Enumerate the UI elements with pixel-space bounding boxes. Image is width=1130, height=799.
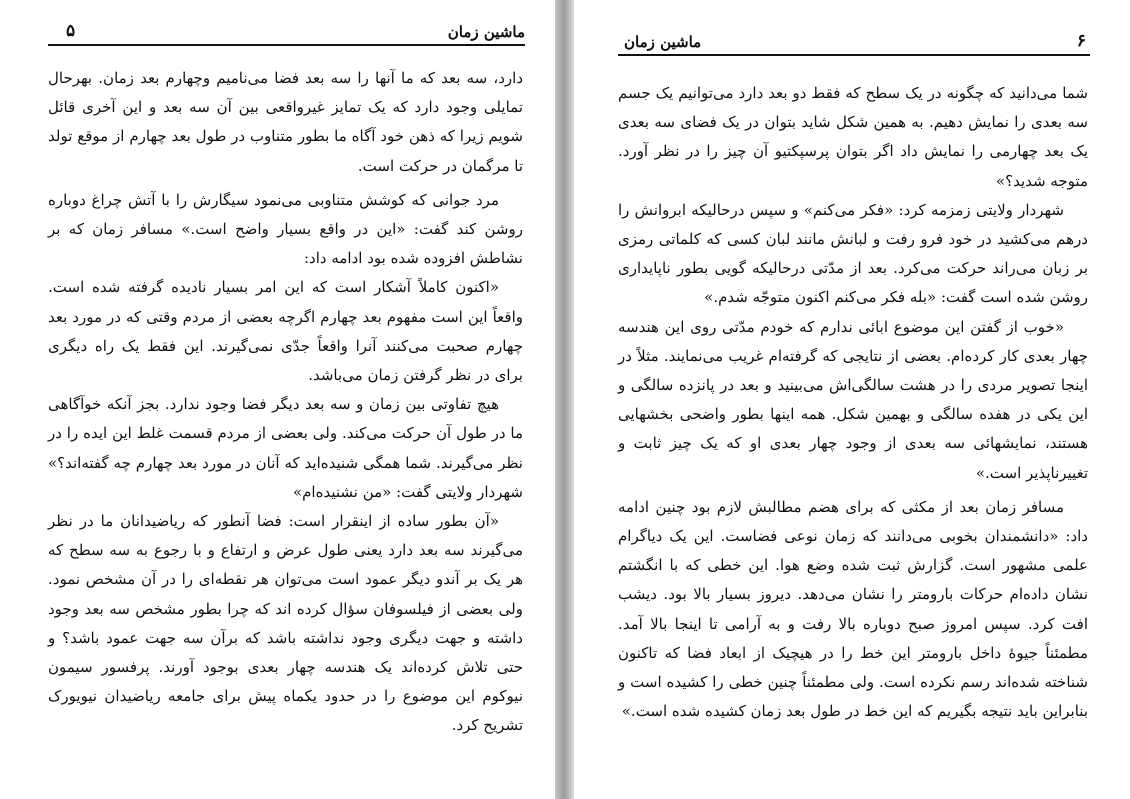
- left-paragraph-4: هیچ تفاوتی بین زمان و سه بعد دیگر فضا وجود ندارد. بجز آنکه خوآگاهی ما در طول آن حرکت می‌کند. ولی بعضی از مردم قسمت غلط این ایده را در نظر می‌گیرند. شما همگی شنیده‌اید که آنان در مورد بعد چهارم چه گفته‌اند؟» شهردار ولایتی گفت: «من نشنیده‌ام»: [48, 395, 523, 501]
- right-paragraph-3: «خوب از گفتن این موضوع ابائی ندارم که خودم مدّتی روی این هندسه چهار بعدی کار کرده‌ام. بعضی از نتایجی که گرفته‌ام غریب می‌نمایند. مثلاً در اینجا تصویر مردی را در هشت سالگی‌اش می‌بینید و بعد در پانزده سالگی و این یکی در هفده سالگی و بهمین شکل. همه اینها بطور واضحی بخشهایی هستند، نمایشهائی سه بعدی از وجود چهار بعدی او که یک چیز ثابت و تغییرناپذیر است.»: [618, 317, 1088, 482]
- right-paragraph-1: شما می‌دانید که چگونه در یک سطح که فقط دو بعد دارد می‌توانیم یک جسم سه بعدی را نمایش دهیم. به همین شکل شاید بتوان در یک فضای سه بعدی یک بعد چهارمی را نمایش داد اگر بتوان پرسپکتیو آن چیز را در نظر آورد. متوجه شدید؟»: [618, 84, 1088, 190]
- left-paragraph-5: «آن بطور ساده از اینقرار است: فضا آنطور که ریاضیدانان ما در نظر می‌گیرند سه بعد دارد یعنی طول عرض و ارتفاع و با رجوع به سه سطح که هر یک بر آندو دیگر عمود است می‌توان هر نقطه‌ای را در آن مشخص نمود. ولی بعضی از فیلسوفان سؤال کرده اند که چرا بطور مشخص سه بعد وجود داشته و جهت دیگری وجود نداشته باشد که برآن سه جهت عمود باشد؟ و حتی تلاش کرده‌اند یک هندسه چهار بعدی بوجود آورند. پرفسور سیمون نیوکوم این موضوع را در حدود یکماه پیش برای جامعه ریاضیدان نیویورک تشریح کرد.: [48, 512, 523, 735]
- left-page-body: [48, 64, 523, 741]
- book-gutter: [555, 0, 574, 799]
- left-paragraph-3: «اکنون کاملاً آشکار است که این امر بسیار نادیده گرفته شده است. واقعاً این است مفهوم بعد چهارم اگرچه بعضی از مردم وقتی که در مورد بعد چهارم صحبت می‌کنند آنرا واقعاً جدّی نمی‌گیرند. این فقط یک راه دیگری برای در نظر گرفتن زمان می‌باشد.: [48, 278, 524, 385]
- right-page-number: ۶: [1076, 31, 1086, 51]
- right-running-title: ماشین زمان: [624, 33, 702, 51]
- left-page: [0, 0, 555, 799]
- right-page: [574, 0, 1130, 799]
- right-paragraph-4: مسافر زمان بعد از مکثی که برای هضم مطالبش لازم بود چنین ادامه داد: «دانشمندان بخوبی می‌دانند که زمان نوعی فضاست. این یک دیاگرام علمی مشهور است. گزارش ثبت شده وضع هوا. این خطی که با انگشتم نشان داده‌ام حرکات بارومتر را نشان می‌دهد. دیروز بسیار بالا بود. دیشب افت کرد. سپس امروز صبح دوباره بالا رفت و به آرامی تا اینجا بالا آمد. مطمئناً جیوهٔ داخل بارومتر این خط را در هیچیک از ابعاد فضا که تاکنون شناخته شده‌اند رسم نکرده است. ولی مطمئناً چنین خطی را کشیده است و بنابراین باید نتیجه بگیریم که این خط در طول بعد زمان کشیده شده است.»: [618, 497, 1088, 721]
- right-page-header: [618, 28, 1090, 56]
- left-paragraph-2: مرد جوانی که کوشش متناوبی می‌نمود سیگارش را با آتش چراغ دوباره روشن کند گفت: «این در واقع بسیار واضح است.» مسافر زمان که بر نشاطش افزوده شده بود ادامه داد:: [48, 190, 523, 268]
- left-page-header: [48, 18, 525, 46]
- left-running-title: ماشین زمان: [447, 23, 525, 41]
- right-paragraph-2: شهردار ولایتی زمزمه کرد: «فکر می‌کنم» و سپس درحالیکه ابروانش را درهم می‌کشید در خود فرو رفت و لبانش مانند لبان کسی که کلماتی رمزی بر زبان می‌راند حرکت می‌کرد. بعد از مدّتی درحالیکه گویی بطور ناپایداری روشن شده است گفت: «بله فکر می‌کنم اکنون متوجّه شدم.»: [618, 200, 1088, 307]
- right-page-body: [618, 79, 1088, 726]
- left-page-number: ۵: [66, 21, 76, 41]
- left-paragraph-1: دارد، سه بعد که ما آنها را سه بعد فضا می‌نامیم وچهارم بعد زمان. بهرحال تمایلی وجود دارد که یک تمایز غیرواقعی بین آن سه بعد و این آخری قائل شویم زیرا که ذهن خود آگاه ما بطور متناوب در طول بعد چهارم از موقع تولد تا مرگمان در حرکت است.: [48, 69, 523, 175]
